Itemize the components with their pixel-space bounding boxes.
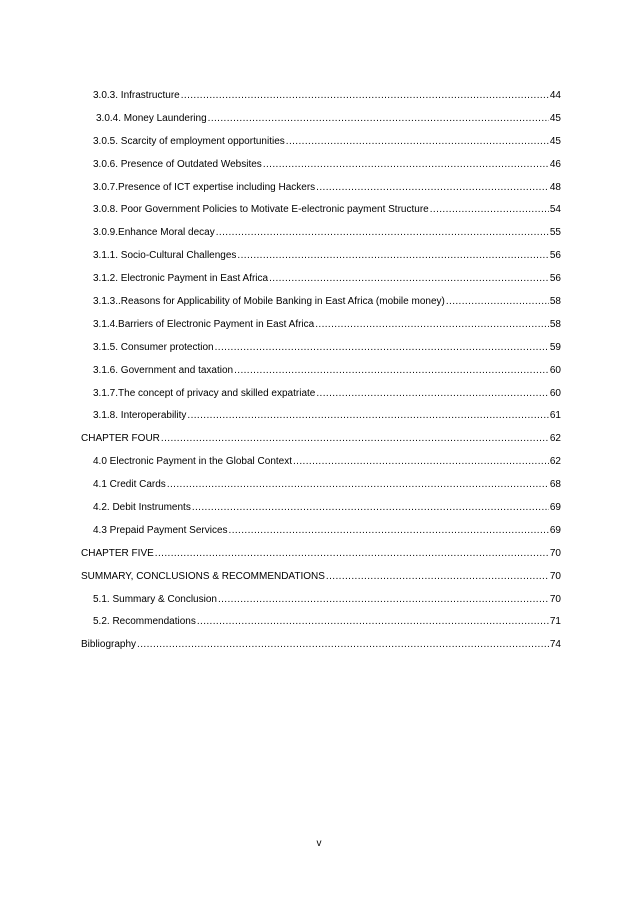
toc-entry-page: 62 bbox=[549, 456, 561, 468]
toc-entry[interactable] bbox=[81, 571, 561, 594]
toc-entry-title: 3.0.4. Money Laundering bbox=[96, 112, 207, 124]
dot-leader bbox=[216, 227, 549, 239]
toc-entry[interactable] bbox=[96, 113, 561, 136]
dot-leader bbox=[286, 136, 549, 148]
toc-entry-page: 60 bbox=[549, 364, 561, 376]
toc-entry-page: 56 bbox=[549, 250, 561, 262]
dot-leader bbox=[197, 616, 549, 628]
toc-entry-title: 4.3 Prepaid Payment Services bbox=[93, 524, 228, 536]
toc-entry[interactable] bbox=[93, 616, 561, 639]
toc-entry[interactable] bbox=[93, 456, 561, 479]
toc-entry-page: 70 bbox=[549, 570, 561, 582]
toc-entry-title: 3.0.3. Infrastructure bbox=[93, 90, 180, 101]
toc-entry[interactable] bbox=[93, 273, 561, 296]
toc-entry-page: 60 bbox=[549, 387, 561, 399]
dot-leader bbox=[218, 594, 549, 606]
toc-entry-title: 3.0.9.Enhance Moral decay bbox=[93, 227, 215, 239]
toc-entry[interactable] bbox=[93, 136, 561, 159]
dot-leader bbox=[315, 319, 549, 331]
dot-leader bbox=[316, 182, 549, 194]
toc-entry-title: 3.1.5. Consumer protection bbox=[93, 341, 214, 353]
toc-entry[interactable] bbox=[93, 594, 561, 617]
toc-entry[interactable] bbox=[93, 250, 561, 273]
toc-entry[interactable] bbox=[93, 182, 561, 205]
toc-entry[interactable] bbox=[93, 479, 561, 502]
toc-entry-page: 48 bbox=[549, 181, 561, 193]
toc-entry-page: 45 bbox=[549, 112, 561, 124]
dot-leader bbox=[208, 113, 549, 125]
toc-entry-title: 5.2. Recommendations bbox=[93, 616, 196, 628]
toc-entry[interactable] bbox=[93, 319, 561, 342]
toc-entry[interactable] bbox=[93, 365, 561, 388]
dot-leader bbox=[326, 571, 549, 583]
toc-entry-page: 46 bbox=[549, 158, 561, 170]
toc-entry-title: 3.0.5. Scarcity of employment opportunities bbox=[93, 135, 285, 147]
toc-entry-page: 58 bbox=[549, 318, 561, 330]
toc-entry-title: Bibliography bbox=[81, 639, 137, 651]
toc-entry-page: 62 bbox=[549, 433, 561, 445]
dot-leader bbox=[192, 502, 549, 514]
page-number: v bbox=[316, 838, 322, 849]
table-of-contents bbox=[0, 90, 638, 662]
toc-entry-page: 70 bbox=[549, 547, 561, 559]
toc-entry-title: 4.0 Electronic Payment in the Global Context bbox=[93, 456, 292, 468]
toc-entry-page: 45 bbox=[549, 135, 561, 147]
dot-leader bbox=[167, 479, 549, 491]
toc-entry-title: CHAPTER FIVE bbox=[81, 547, 154, 559]
dot-leader bbox=[446, 296, 549, 308]
dot-leader bbox=[161, 433, 549, 445]
dot-leader bbox=[187, 410, 548, 422]
dot-leader bbox=[137, 639, 549, 651]
toc-entry-title: 3.0.6. Presence of Outdated Websites bbox=[93, 158, 262, 170]
toc-entry-page: 55 bbox=[549, 227, 561, 239]
toc-entry-title: 5.1. Summary & Conclusion bbox=[93, 593, 217, 605]
dot-leader bbox=[229, 525, 549, 537]
toc-entry-page: 54 bbox=[549, 204, 561, 216]
toc-entry-title: 3.1.3..Reasons for Applicability of Mobile Banking in East Africa (mobile money) bbox=[93, 296, 445, 308]
toc-entry-page: 69 bbox=[549, 502, 561, 514]
toc-entry[interactable] bbox=[93, 410, 561, 433]
toc-entry-page: 68 bbox=[549, 479, 561, 491]
toc-entry-page: 44 bbox=[549, 90, 561, 101]
dot-leader bbox=[234, 365, 549, 377]
toc-entry[interactable] bbox=[93, 90, 561, 113]
dot-leader bbox=[237, 250, 548, 262]
dot-leader bbox=[293, 456, 549, 468]
toc-entry-title: 3.1.8. Interoperability bbox=[93, 410, 187, 422]
toc-entry-page: 56 bbox=[549, 273, 561, 285]
toc-entry[interactable] bbox=[93, 296, 561, 319]
toc-entry-title: 4.1 Credit Cards bbox=[93, 479, 166, 491]
toc-entry[interactable] bbox=[81, 639, 561, 662]
toc-entry[interactable] bbox=[93, 502, 561, 525]
toc-entry[interactable] bbox=[93, 342, 561, 365]
toc-entry-page: 69 bbox=[549, 524, 561, 536]
toc-entry[interactable] bbox=[93, 204, 561, 227]
toc-entry-page: 74 bbox=[549, 639, 561, 651]
toc-entry[interactable] bbox=[93, 388, 561, 411]
dot-leader bbox=[263, 159, 549, 171]
toc-entry-title: 4.2. Debit Instruments bbox=[93, 502, 191, 514]
toc-entry-title: 3.1.1. Socio-Cultural Challenges bbox=[93, 250, 237, 262]
dot-leader bbox=[269, 273, 549, 285]
dot-leader bbox=[430, 204, 549, 216]
toc-entry-page: 59 bbox=[549, 341, 561, 353]
dot-leader bbox=[155, 548, 549, 560]
toc-entry-title: 3.1.7.The concept of privacy and skilled expatriate bbox=[93, 387, 316, 399]
dot-leader bbox=[215, 342, 549, 354]
toc-entry-title: 3.1.4.Barriers of Electronic Payment in East Africa bbox=[93, 318, 315, 330]
toc-entry-title: 3.0.7.Presence of ICT expertise including Hackers bbox=[93, 181, 316, 193]
toc-entry[interactable] bbox=[93, 227, 561, 250]
toc-entry-page: 71 bbox=[549, 616, 561, 628]
toc-entry-title: 3.1.6. Government and taxation bbox=[93, 364, 234, 376]
toc-entry-title: SUMMARY, CONCLUSIONS & RECOMMENDATIONS bbox=[81, 570, 325, 582]
dot-leader bbox=[181, 90, 549, 102]
toc-entry[interactable] bbox=[81, 548, 561, 571]
toc-entry[interactable] bbox=[81, 433, 561, 456]
toc-entry-title: 3.0.8. Poor Government Policies to Motivate E-electronic payment Structure bbox=[93, 204, 429, 216]
toc-entry[interactable] bbox=[93, 159, 561, 182]
toc-entry-page: 70 bbox=[549, 593, 561, 605]
toc-entry-title: 3.1.2. Electronic Payment in East Africa bbox=[93, 273, 269, 285]
toc-entry-title: CHAPTER FOUR bbox=[81, 433, 160, 445]
toc-entry[interactable] bbox=[93, 525, 561, 548]
toc-entry-page: 61 bbox=[549, 410, 561, 422]
dot-leader bbox=[316, 388, 549, 400]
toc-entry-page: 58 bbox=[549, 296, 561, 308]
